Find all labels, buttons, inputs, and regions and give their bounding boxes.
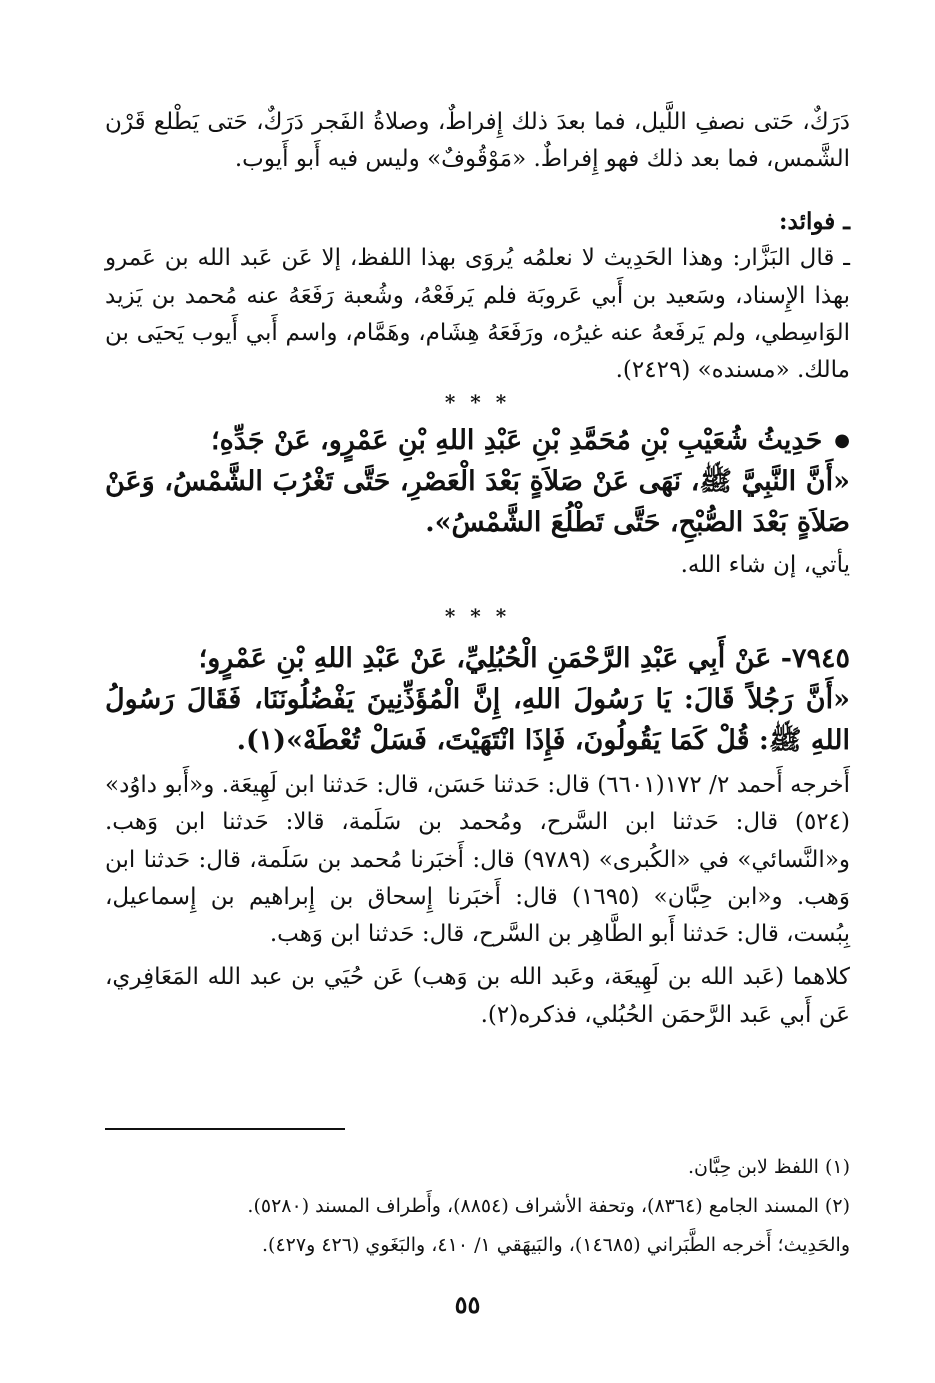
fawaid-heading: ـ فوائد: xyxy=(779,208,850,235)
intro-paragraph: دَرَكٌ، حَتى نصفِ اللَّيل، فما بعدَ ذلك إِفراطٌ، وصلاةُ الفَجر دَرَكٌ، حَتى يَطْلع قَرْن الشَّمس، فما بعد ذلك فهو إِفراطٌ. «مَوْقُوفٌ» وليس فيه أَبو أَيوب. xyxy=(105,109,850,173)
hadith-matn: «أَنَّ رَجُلاً قَالَ: يَا رَسُولَ اللهِ، إِنَّ الْمُؤَذِّنِينَ يَفْضُلُونَنَا، فَقَالَ رَسُولُ اللهِ ﷺ: قُلْ كَمَا يَقُولُونَ، فَإِذَا انْتَهَيْتَ، فَسَلْ تُعْطَهْ»(١). xyxy=(105,684,850,757)
summary-paragraph: كلاهما (عَبد الله بن لَهِيعَة، وعَبد الله بن وَهب) عَن حُيَي بن عبد الله المَعَافِري، عَن أَبي عَبد الرَّحمَن الحُبُلي، فذكره(٢). xyxy=(105,964,850,1028)
page-number: ٥٥ xyxy=(454,1290,481,1319)
takhrij-paragraph: أَخرجه أَحمد ٢/ ١٧٢(٦٦٠١) قال: حَدثنا حَسَن، قال: حَدثنا ابن لَهِيعَة. و«أَبو داوُد» (٥٢٤) قال: حَدثنا ابن السَّرح، ومُحمد بن سَلَمة، قالا: حَدثنا ابن وَهب. و«النَّسائي» في «الكُبرى» (٩٧٨٩) قال: أَخبَرنا مُحمد بن سَلَمة، قال: حَدثنا ابن وَهب. و«ابن حِبَّان» (١٦٩٥) قال: أَخبَرنا إِسحاق بن إِبراهيم بن إِسماعيل، بِبُست، قال: حَدثنا أَبو الطَّاهِر بن السَّرح، قال: حَدثنا ابن وَهب. xyxy=(105,772,851,948)
footnote: والحَدِيث؛ أَخرجه الطَّبَراني (١٤٦٨٥)، والبَيهَقي ١/ ٤١٠، والبَغَوي (٤٢٦ و٤٢٧). xyxy=(262,1233,850,1256)
footnote: (١) اللفظ لابن حِبَّان. xyxy=(687,1156,850,1178)
footnotes xyxy=(105,1148,850,1265)
separator-2 xyxy=(105,600,850,632)
footnote: (٢) المسند الجامع (٨٣٦٤)، وتحفة الأشراف (٨٨٥٤)، وأَطراف المسند (٥٢٨٠). xyxy=(247,1194,850,1217)
section-2 xyxy=(105,638,850,1034)
hadith-chain: ● حَدِيثُ شُعَيْبِ بْنِ مُحَمَّدِ بْنِ عَبْدِ اللهِ بْنِ عَمْرٍو، عَنْ جَدِّهِ؛ xyxy=(105,420,850,461)
footnote-divider xyxy=(105,1128,345,1130)
fawaid-block xyxy=(105,203,850,389)
section-1 xyxy=(105,420,850,584)
intro-block xyxy=(105,104,850,179)
fawaid-text: ـ قال البَزَّار: وهذا الحَدِيث لا نعلمُه يُروَى بهذا اللفظ، إلا عَن عَبد الله بن عَمرو بهذا الإِسناد، وسَعيد بن أَبي عَروبَة فلم يَرفَعْهُ، وشُعبة رَفَعَهُ عنه مُحمد بن يَزيد الوَاسِطي، ولم يَرفَعهُ عنه غيرُه، ورَفَعَهُ هِشَام، وهَمَّام، واسم أَبي أَيوب يَحيَى بن مالك. «مسنده» (٢٤٢٩). xyxy=(105,245,850,383)
cross-reference-note: يأتي، إن شاء الله. xyxy=(680,552,850,579)
hadith-chain: ٧٩٤٥- عَنْ أَبِي عَبْدِ الرَّحْمَنِ الْحُبُلِيِّ، عَنْ عَبْدِ اللهِ بْنِ عَمْرٍو؛ xyxy=(198,643,850,674)
hadith-matn: «أَنَّ النَّبِيَّ ﷺ، نَهَى عَنْ صَلاَةٍ بَعْدَ الْعَصْرِ، حَتَّى تَغْرُبَ الشَّمْسُ، وَعَنْ صَلاَةٍ بَعْدَ الصُّبْحِ، حَتَّى تَطْلُعَ الشَّمْسُ». xyxy=(105,466,850,539)
section-separator: * * * xyxy=(444,390,511,414)
section-separator: * * * xyxy=(444,604,511,628)
separator-1 xyxy=(105,386,850,418)
